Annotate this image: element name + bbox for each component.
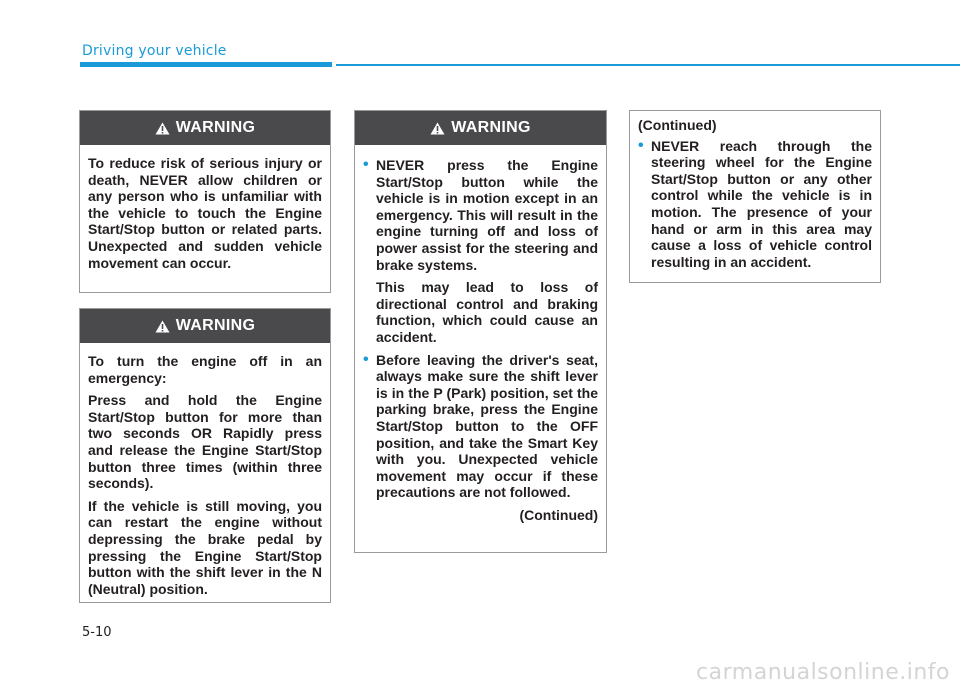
warning-label: WARNING <box>451 119 531 136</box>
list-item <box>638 138 872 271</box>
warning-body <box>355 145 606 523</box>
bullet-subtext: This may lead to loss of directional control and braking function, which could cause an accident. <box>376 279 598 345</box>
warning-paragraph: If the vehicle is still moving, you can restart the engine without depressing the brake pedal by pressing the Engine Start/Stop button with the shift lever in the N (Neutral) position. <box>88 497 322 597</box>
warning-paragraph: Press and hold the Engine Start/Stop button for more than two seconds OR Rapidly press and release the Engine Start/Stop button three times (within three seconds). <box>88 392 322 492</box>
warning-triangle-icon <box>155 320 170 333</box>
continued-label: (Continued) <box>638 117 717 133</box>
warning-triangle-icon <box>430 122 445 135</box>
bullet-text: Before leaving the driver's seat, always make sure the shift lever is in the P (Park) position, set the parking brake, press the Engine Start/Stop button to the OFF position, and take the Smart Key with you. Unexpected vehicle movement may occur if these precautions are not followed. <box>376 351 598 501</box>
header-rule-thin <box>336 64 960 66</box>
warning-header <box>80 111 330 145</box>
warning-header <box>355 111 606 145</box>
warning-label: WARNING <box>175 317 256 334</box>
warning-label: WARNING <box>175 119 256 136</box>
continued-label: (Continued) <box>519 506 598 523</box>
bullet-icon: • <box>363 350 369 368</box>
watermark: carmanualsonline.info <box>696 660 950 685</box>
bullet-text: NEVER reach through the steering wheel for the Engine Start/Stop button or any other control while the vehicle is in motion. The presence of your hand or arm in this area may cause a loss of vehicle control resulting in an accident. <box>651 137 872 270</box>
warning-body <box>630 111 880 270</box>
warning-header <box>80 309 330 343</box>
page-number: 5-10 <box>82 625 112 640</box>
header-rule-thick <box>80 62 332 67</box>
warning-triangle-icon <box>155 122 170 135</box>
list-item <box>363 352 598 501</box>
bullet-icon: • <box>638 136 644 154</box>
list-item <box>363 157 598 346</box>
warning-body <box>80 343 330 597</box>
warning-body <box>80 145 330 271</box>
warning-paragraph: To reduce risk of serious injury or death, NEVER allow children or any person who is unfamiliar with the vehicle to touch the Engine Start/Stop button or related parts. Unexpected and sudden vehicle movement can occur. <box>88 155 322 271</box>
bullet-icon: • <box>363 156 369 173</box>
warning-paragraph: To turn the engine off in an emergency: <box>88 353 322 386</box>
warning-box-continued <box>629 110 881 283</box>
warning-bullet-list <box>363 157 598 501</box>
warning-box-children <box>79 110 331 293</box>
warning-bullet-list <box>638 138 872 271</box>
section-title: Driving your vehicle <box>82 43 227 59</box>
warning-box-engine-button <box>354 110 607 553</box>
bullet-text: NEVER press the Engine Start/Stop button while the vehicle is in motion except in an emergency. This will result in the engine turning off and loss of power assist for the steering and brake systems. <box>376 157 598 273</box>
warning-box-emergency-stop <box>79 308 331 603</box>
